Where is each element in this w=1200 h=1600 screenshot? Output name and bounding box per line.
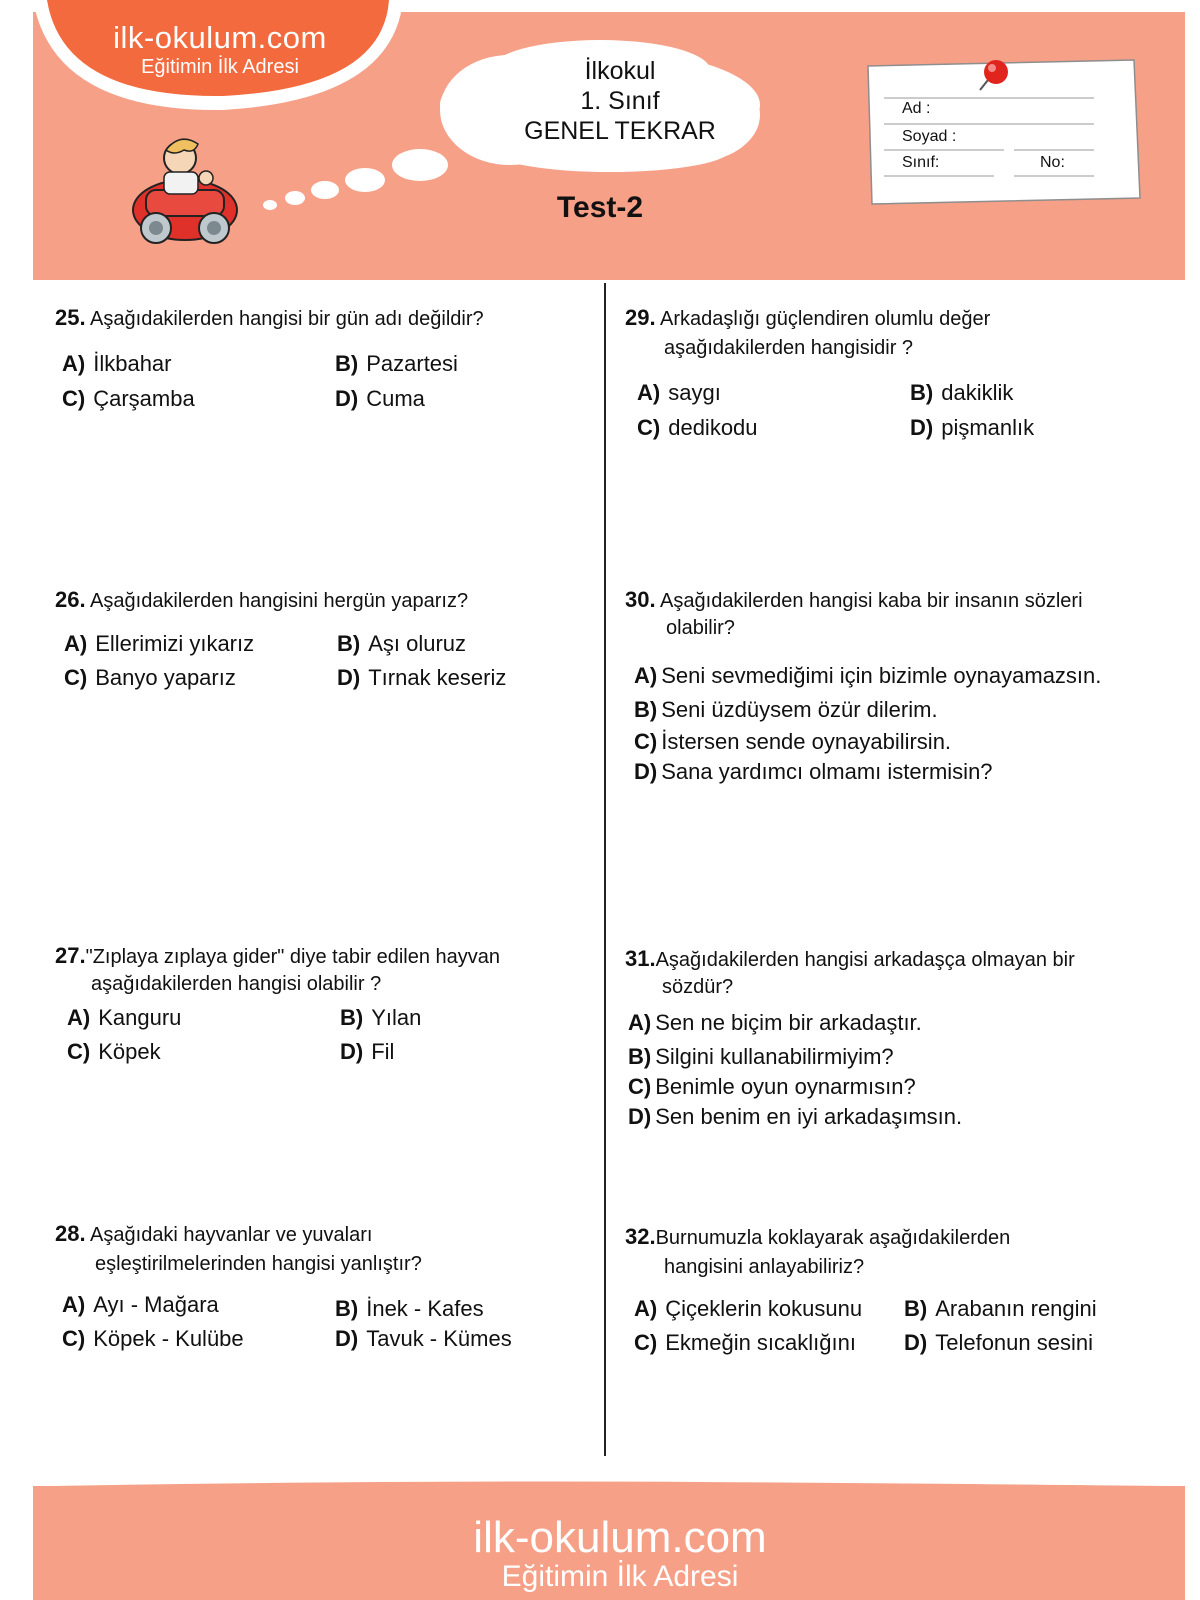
option-b[interactable]: B) Yılan xyxy=(340,1005,422,1030)
option-d[interactable]: D) Sen benim en iyi arkadaşımsın. xyxy=(628,1104,963,1129)
option-c[interactable]: C) Köpek - Kulübe xyxy=(62,1326,244,1351)
option-c[interactable]: C) dedikodu xyxy=(637,415,758,440)
option-c[interactable]: C) İstersen sende oynayabilirsin. xyxy=(634,729,952,754)
option-b[interactable]: B) dakiklik xyxy=(910,380,1014,405)
footer-tagline: Eğitimin İlk Adresi xyxy=(501,1560,739,1593)
option-d[interactable]: D) Tırnak keseriz xyxy=(337,665,507,690)
field-sinif[interactable]: Sınıf: xyxy=(902,154,940,171)
question-text: Aşağıdakilerden hangisi bir gün adı değildir? xyxy=(90,308,484,330)
option-d[interactable]: D) Sana yardımcı olmamı istermisin? xyxy=(634,759,993,784)
option-c[interactable]: C) Banyo yaparız xyxy=(64,665,236,690)
option-a[interactable]: A) İlkbahar xyxy=(62,351,172,376)
field-no[interactable]: No: xyxy=(1040,154,1065,171)
question-number: 28. xyxy=(55,1221,86,1246)
cloud-title xyxy=(470,56,770,146)
question-text-line2: aşağıdakilerden hangisi olabilir ? xyxy=(91,973,382,995)
car-illustration xyxy=(128,130,243,250)
option-d[interactable]: D) pişmanlık xyxy=(910,415,1035,440)
option-a[interactable]: A) Çiçeklerin kokusunu xyxy=(634,1296,863,1321)
column-divider xyxy=(604,283,606,1456)
footer-site: ilk-okulum.com xyxy=(473,1513,767,1562)
logo-tagline: Eğitimin İlk Adresi xyxy=(141,56,299,78)
option-a[interactable]: A) Seni sevmediğimi için bizimle oynayamazsın. xyxy=(634,663,1102,688)
cloud-line-subject: GENEL TEKRAR xyxy=(524,117,716,145)
option-b[interactable]: B) Arabanın rengini xyxy=(904,1296,1097,1321)
question-text-line1: Aşağıdaki hayvanlar ve yuvaları xyxy=(90,1224,373,1246)
question-text-line2: sözdür? xyxy=(662,976,734,998)
option-d[interactable]: D) Fil xyxy=(340,1039,395,1064)
option-c[interactable]: C) Çarşamba xyxy=(62,386,195,411)
question-text-line1: "Zıplaya zıplaya gider" diye tabir edilen hayvan xyxy=(85,946,501,968)
question-number: 30. xyxy=(625,587,656,612)
field-ad[interactable]: Ad : xyxy=(902,100,931,117)
option-b[interactable]: B) Pazartesi xyxy=(335,351,458,376)
question-number: 25. xyxy=(55,305,86,330)
cloud-line-grade: 1. Sınıf xyxy=(580,87,660,115)
cloud-line-school: İlkokul xyxy=(584,57,656,85)
option-d[interactable]: D) Telefonun sesini xyxy=(904,1330,1093,1355)
question-text-line1: Burnumuzla koklayarak aşağıdakilerden xyxy=(655,1227,1011,1249)
pushpin-icon xyxy=(968,52,1018,102)
option-b[interactable]: B) Seni üzdüysem özür dilerim. xyxy=(634,697,938,722)
footer-logo[interactable] xyxy=(0,1515,1200,1593)
option-a[interactable]: A) Ayı - Mağara xyxy=(62,1292,219,1317)
option-a[interactable]: A) Sen ne biçim bir arkadaştır. xyxy=(628,1010,922,1035)
option-a[interactable]: A) saygı xyxy=(637,380,721,405)
option-a[interactable]: A) Kanguru xyxy=(67,1005,182,1030)
question-text: Aşağıdakilerden hangisini hergün yaparız? xyxy=(90,590,469,612)
field-soyad[interactable]: Soyad : xyxy=(902,128,957,145)
question-text-line2: hangisini anlayabiliriz? xyxy=(664,1256,865,1278)
option-b[interactable]: B) Aşı oluruz xyxy=(337,631,467,656)
question-number: 32. xyxy=(625,1224,656,1249)
option-c[interactable]: C) Köpek xyxy=(67,1039,161,1064)
option-a[interactable]: A) Ellerimizi yıkarız xyxy=(64,631,255,656)
question-text-line2: olabilir? xyxy=(666,617,735,639)
question-text-line1: Arkadaşlığı güçlendiren olumlu değer xyxy=(660,308,991,330)
test-title: Test-2 xyxy=(556,191,644,224)
option-b[interactable]: B) İnek - Kafes xyxy=(335,1296,484,1321)
option-b[interactable]: B) Silgini kullanabilirmiyim? xyxy=(628,1044,894,1069)
logo-site: ilk-okulum.com xyxy=(113,20,327,55)
option-c[interactable]: C) Benimle oyun oynarmısın? xyxy=(628,1074,916,1099)
question-number: 31. xyxy=(625,946,656,971)
question-text-line2: aşağıdakilerden hangisidir ? xyxy=(664,337,914,359)
question-text-line1: Aşağıdakilerden hangisi kaba bir insanın sözleri xyxy=(660,590,1083,612)
option-c[interactable]: C) Ekmeğin sıcaklığını xyxy=(634,1330,856,1355)
question-number: 26. xyxy=(55,587,86,612)
question-text-line1: Aşağıdakilerden hangisi arkadaşça olmayan bir xyxy=(655,949,1075,971)
question-text-line2: eşleştirilmelerinden hangisi yanlıştır? xyxy=(95,1253,422,1275)
question-number: 27. xyxy=(55,943,86,968)
option-d[interactable]: D) Cuma xyxy=(335,386,425,411)
option-d[interactable]: D) Tavuk - Kümes xyxy=(335,1326,512,1351)
question-number: 29. xyxy=(625,305,656,330)
